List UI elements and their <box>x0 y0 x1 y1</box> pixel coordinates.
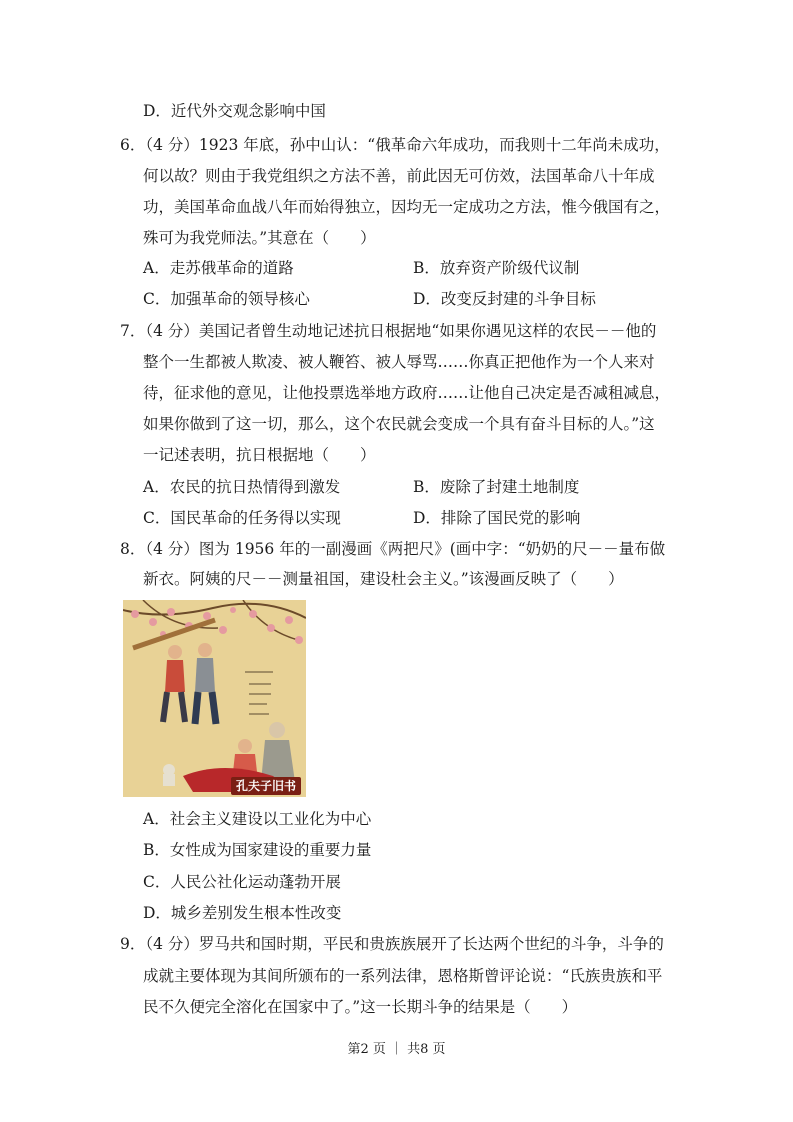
q8-option-b: B．女性成为国家建设的重要力量 <box>143 841 372 859</box>
q8-option-a: A．社会主义建设以工业化为中心 <box>143 810 372 828</box>
q7-option-b: B．废除了封建土地制度 <box>413 478 580 496</box>
q7-option-c: C．国民革命的任务得以实现 <box>143 509 341 527</box>
image-watermark: 孔夫子旧书 <box>231 777 301 795</box>
q6-stem-line-3: 功，美国革命血战八年而始得独立，因均无一定成功之方法，惟今俄国有之， <box>143 198 671 216</box>
q8-option-c: C．人民公社化运动蓬勃开展 <box>143 873 341 891</box>
q6-option-a: A．走苏俄革命的道路 <box>143 259 294 277</box>
q6-option-d: D．改变反封建的斗争目标 <box>413 290 596 308</box>
q7-stem-line-1: 7．（4 分）美国记者曾生动地记述抗日根据地“如果你遇见这样的农民－－他的 <box>120 322 657 340</box>
q5-option-d: D．近代外交观念影响中国 <box>143 102 326 120</box>
q6-stem-line-1: 6．（4 分）1923 年底，孙中山认：“俄革命六年成功，而我则十二年尚未成功， <box>120 136 670 154</box>
q7-option-a: A．农民的抗日热情得到激发 <box>143 478 341 496</box>
q7-option-d: D．排除了国民党的影响 <box>413 509 581 527</box>
q6-option-b: B．放弃资产阶级代议制 <box>413 259 580 277</box>
q7-stem-line-2: 整个一生都被人欺凌、被人鞭笞、被人辱骂……你真正把他作为一个人来对 <box>143 353 655 371</box>
q7-stem-line-5: 一记述表明，抗日根据地（ ） <box>143 446 376 464</box>
q9-stem-line-1: 9．（4 分）罗马共和国时期，平民和贵族族展开了长达两个世纪的斗争，斗争的 <box>120 935 664 953</box>
q7-stem-line-4: 如果你做到了这一切，那么，这个农民就会变成一个具有奋斗目标的人。”这 <box>143 415 655 433</box>
q8-option-d: D．城乡差别发生根本性改变 <box>143 904 342 922</box>
q6-stem-line-2: 何以故？则由于我党组织之方法不善，前此因无可仿效，法国革命八十年成 <box>143 167 655 185</box>
q8-stem-line-2: 新衣。阿姨的尺－－测量祖国，建设杜会主义。”该漫画反映了（ ） <box>143 570 624 588</box>
q6-stem-line-4: 殊可为我党师法。”其意在（ ） <box>143 229 376 247</box>
cartoon-illustration <box>123 600 306 797</box>
q9-stem-line-3: 民不久便完全溶化在国家中了。”这一长期斗争的结果是（ ） <box>143 998 578 1016</box>
q7-stem-line-3: 待，征求他的意见，让他投票选举地方政府……让他自己决定是否减租减息， <box>143 384 671 402</box>
cartoon-two-rulers-image <box>123 600 306 797</box>
q9-stem-line-2: 成就主要体现为其间所颁布的一系列法律，恩格斯曾评论说：“氏族贵族和平 <box>143 967 663 985</box>
page-footer: 第2 页 ｜ 共8 页 <box>347 1042 446 1057</box>
q8-stem-line-1: 8．（4 分）图为 1956 年的一副漫画《两把尺》(画中字：“奶奶的尺－－量布做 <box>120 540 666 558</box>
q6-option-c: C．加强革命的领导核心 <box>143 290 310 308</box>
